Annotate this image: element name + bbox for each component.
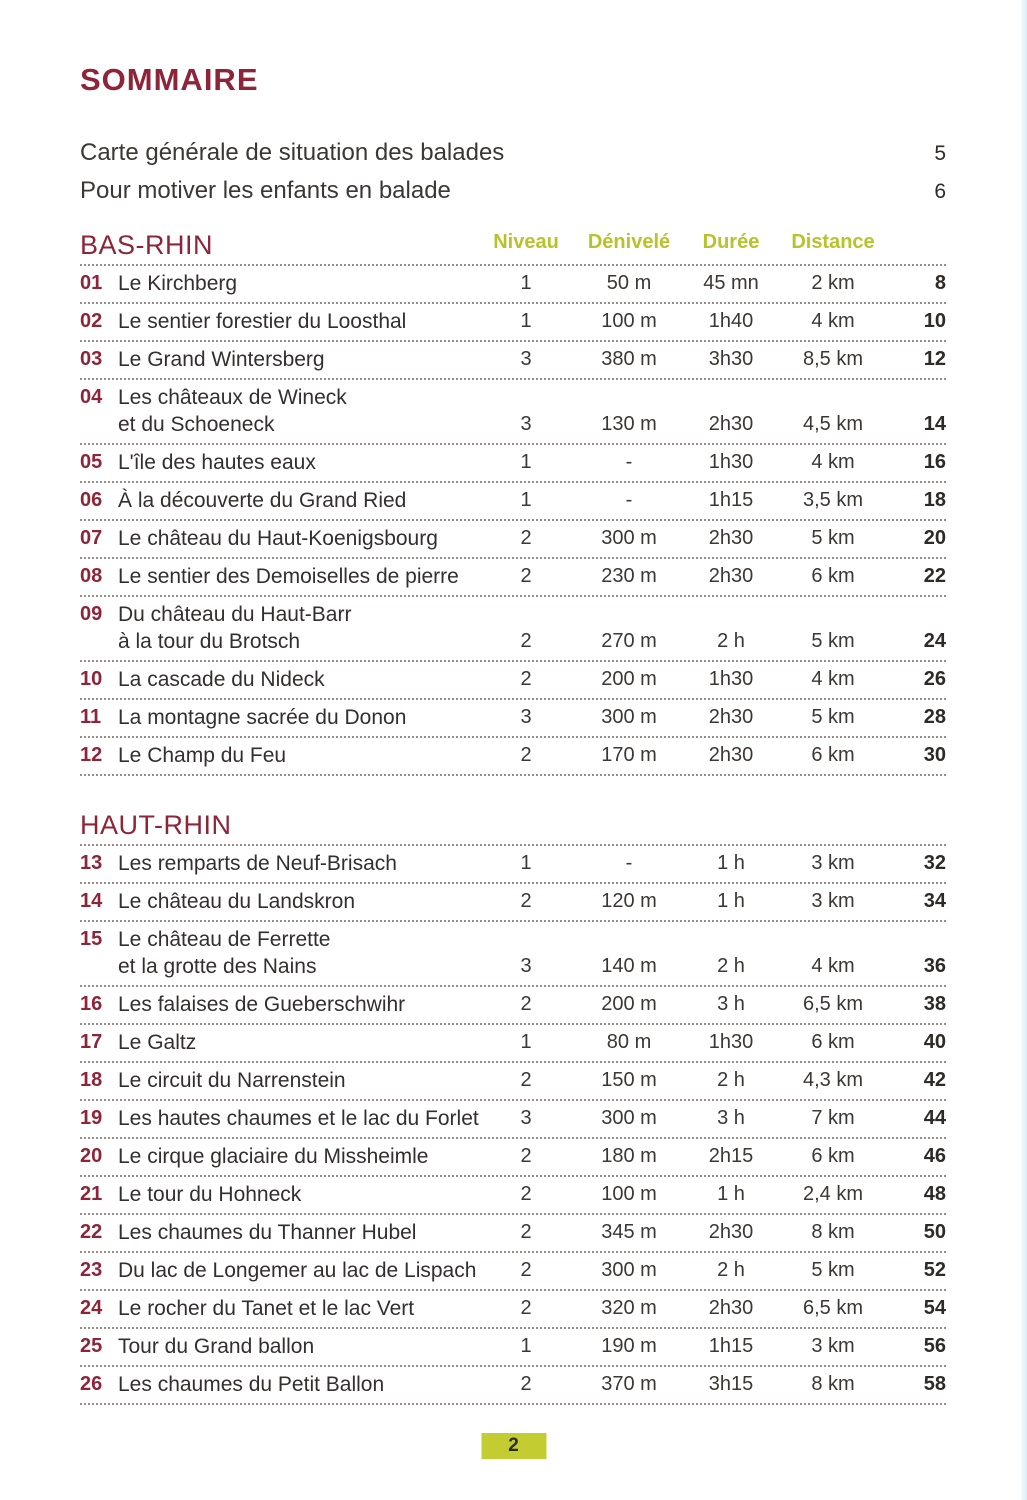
row-number: 13 [80,852,103,874]
section-header-haut-rhin [80,810,946,846]
row-value-niveau: 2 [520,993,532,1015]
row-value-duree: 1 h [717,890,745,912]
row-value-distance: 6 km [811,1031,855,1053]
toc-row [80,1291,946,1329]
row-value-duree: 2h30 [708,565,754,587]
row-value-duree: 1h30 [708,668,754,690]
row-value-distance: 6 km [811,1145,855,1167]
toc-row [80,521,946,559]
toc-row [80,922,946,987]
row-value-distance: 8 km [811,1221,855,1243]
row-value-duree: 2 h [717,1259,745,1281]
row-value-niveau: 2 [520,1069,532,1091]
row-title: Le sentier des Demoiselles de pierre [118,565,459,588]
row-title: Les hautes chaumes et le lac du Forlet [118,1107,479,1130]
page-content [80,0,946,1405]
toc-row [80,445,946,483]
row-title: Du lac de Longemer au lac de Lispach [118,1259,477,1282]
intro-item [80,134,946,172]
row-value-duree: 2 h [717,955,745,977]
row-number: 05 [80,451,103,473]
row-page-number: 8 [934,272,946,294]
row-value-denivele: 100 m [601,310,657,332]
intro-label: Carte générale de situation des balades [80,139,505,166]
row-value-distance: 6 km [811,565,855,587]
row-value-denivele: 100 m [601,1183,657,1205]
row-value-denivele: - [625,451,633,473]
toc-row [80,483,946,521]
row-value-distance: 7 km [811,1107,855,1129]
section-name: BAS-RHIN [80,230,214,260]
toc-row [80,1215,946,1253]
row-title: Le château de Ferrette et la grotte des Nains [118,928,331,978]
row-title: Tour du Grand ballon [118,1335,315,1358]
row-title: La cascade du Nideck [118,668,325,691]
toc-row [80,1329,946,1367]
toc-row [80,597,946,662]
page-scan-edge [1021,0,1027,1500]
row-value-niveau: 1 [520,1031,532,1053]
row-page-number: 38 [923,993,946,1015]
row-page-number: 52 [923,1259,946,1281]
row-value-niveau: 2 [520,744,532,766]
row-value-distance: 4 km [811,668,855,690]
row-page-number: 40 [923,1031,946,1053]
row-title: Les falaises de Gueberschwihr [118,993,406,1016]
row-page-number: 58 [923,1373,946,1395]
row-value-niveau: 1 [520,1335,532,1357]
row-number: 19 [80,1107,103,1129]
row-value-denivele: 300 m [601,706,657,728]
row-value-duree: 3h15 [708,1373,754,1395]
row-value-duree: 1h40 [708,310,754,332]
row-value-niveau: 2 [520,630,532,652]
row-value-niveau: 2 [520,668,532,690]
column-header-niveau: Niveau [493,231,559,253]
row-value-niveau: 2 [520,1259,532,1281]
toc-row [80,342,946,380]
row-number: 01 [80,272,103,294]
row-value-distance: 2 km [811,272,855,294]
section-name: HAUT-RHIN [80,810,232,840]
row-page-number: 26 [923,668,946,690]
row-value-distance: 6,5 km [802,1297,864,1319]
row-value-duree: 2 h [717,630,745,652]
row-page-number: 32 [923,852,946,874]
row-page-number: 22 [923,565,946,587]
row-page-number: 34 [923,890,946,912]
row-page-number: 12 [923,348,946,370]
row-number: 10 [80,668,103,690]
row-page-number: 54 [923,1297,946,1319]
row-page-number: 36 [923,955,946,977]
toc-row [80,266,946,304]
row-value-distance: 3,5 km [802,489,864,511]
row-value-distance: 6 km [811,744,855,766]
row-value-denivele: 150 m [601,1069,657,1091]
row-number: 22 [80,1221,103,1243]
row-value-niveau: 2 [520,1221,532,1243]
row-page-number: 50 [923,1221,946,1243]
row-value-denivele: 320 m [601,1297,657,1319]
row-title: Le Champ du Feu [118,744,287,767]
row-title: Le cirque glaciaire du Missheimle [118,1145,429,1168]
toc-row [80,846,946,884]
row-value-niveau: 2 [520,890,532,912]
row-title: Le tour du Hohneck [118,1183,302,1206]
row-page-number: 24 [923,630,946,652]
row-value-duree: 2h30 [708,1221,754,1243]
row-value-distance: 4 km [811,451,855,473]
row-value-duree: 45 mn [703,272,759,294]
row-title: Le Galtz [118,1031,197,1054]
row-page-number: 48 [923,1183,946,1205]
row-value-distance: 4 km [811,310,855,332]
row-number: 23 [80,1259,103,1281]
row-value-duree: 2h15 [708,1145,754,1167]
row-page-number: 30 [923,744,946,766]
row-value-denivele: 270 m [601,630,657,652]
row-value-distance: 4,3 km [802,1069,864,1091]
row-value-niveau: 3 [520,413,532,435]
toc-row [80,738,946,776]
row-value-niveau: 3 [520,706,532,728]
row-value-duree: 3 h [717,993,745,1015]
row-value-duree: 3h30 [708,348,754,370]
row-number: 25 [80,1335,103,1357]
toc-row [80,380,946,445]
row-value-distance: 5 km [811,1259,855,1281]
row-number: 04 [80,386,103,408]
row-value-denivele: 50 m [606,272,652,294]
row-value-denivele: 80 m [606,1031,652,1053]
row-value-denivele: 190 m [601,1335,657,1357]
row-value-niveau: 1 [520,489,532,511]
row-value-niveau: 2 [520,1183,532,1205]
row-page-number: 42 [923,1069,946,1091]
column-header-distance: Distance [791,231,875,253]
row-value-niveau: 2 [520,1373,532,1395]
row-page-number: 28 [923,706,946,728]
toc-row [80,559,946,597]
row-value-denivele: 300 m [601,1259,657,1281]
row-number: 03 [80,348,103,370]
row-page-number: 56 [923,1335,946,1357]
row-page-number: 44 [923,1107,946,1129]
row-value-denivele: 370 m [601,1373,657,1395]
row-value-denivele: 345 m [601,1221,657,1243]
row-number: 12 [80,744,103,766]
row-value-duree: 3 h [717,1107,745,1129]
row-value-denivele: - [625,852,633,874]
row-number: 21 [80,1183,103,1205]
row-title: L'île des hautes eaux [118,451,316,474]
row-page-number: 20 [923,527,946,549]
row-value-distance: 8 km [811,1373,855,1395]
row-value-duree: 1h15 [708,489,754,511]
row-page-number: 14 [923,413,946,435]
row-value-distance: 3 km [811,1335,855,1357]
footer-page-badge: 2 [481,1433,546,1459]
row-value-niveau: 1 [520,272,532,294]
row-page-number: 10 [923,310,946,332]
row-value-niveau: 2 [520,1297,532,1319]
toc-row [80,1177,946,1215]
row-value-denivele: 120 m [601,890,657,912]
row-title: Les châteaux de Wineck et du Schoeneck [118,386,347,436]
section-rows-bas-rhin [80,266,946,776]
row-title: Les chaumes du Thanner Hubel [118,1221,417,1244]
row-value-distance: 4 km [811,955,855,977]
row-value-denivele: 140 m [601,955,657,977]
row-value-duree: 1h30 [708,451,754,473]
row-value-denivele: 180 m [601,1145,657,1167]
row-value-distance: 2,4 km [802,1183,864,1205]
row-value-niveau: 3 [520,955,532,977]
intro-page-number: 5 [934,142,946,165]
row-number: 14 [80,890,103,912]
row-value-distance: 5 km [811,527,855,549]
row-number: 17 [80,1031,103,1053]
row-value-niveau: 3 [520,1107,532,1129]
row-value-distance: 8,5 km [802,348,864,370]
row-number: 08 [80,565,103,587]
row-number: 16 [80,993,103,1015]
row-value-duree: 2h30 [708,744,754,766]
row-value-duree: 2h30 [708,527,754,549]
toc-row [80,304,946,342]
toc-row [80,700,946,738]
row-number: 06 [80,489,103,511]
row-title: Le Kirchberg [118,272,238,295]
row-value-duree: 2h30 [708,706,754,728]
row-value-denivele: 300 m [601,1107,657,1129]
row-value-niveau: 2 [520,1145,532,1167]
row-value-duree: 1h15 [708,1335,754,1357]
row-title: Le Grand Wintersberg [118,348,325,371]
row-value-duree: 2h30 [708,413,754,435]
intro-label: Pour motiver les enfants en balade [80,177,451,204]
row-value-denivele: - [625,489,633,511]
toc-row [80,662,946,700]
row-title: Les remparts de Neuf-Brisach [118,852,397,875]
row-title: Le circuit du Narrenstein [118,1069,346,1092]
row-page-number: 46 [923,1145,946,1167]
row-value-niveau: 3 [520,348,532,370]
row-title: Le château du Landskron [118,890,356,913]
row-value-duree: 2h30 [708,1297,754,1319]
row-page-number: 18 [923,489,946,511]
row-value-denivele: 170 m [601,744,657,766]
row-value-niveau: 1 [520,310,532,332]
row-value-denivele: 380 m [601,348,657,370]
row-value-distance: 3 km [811,852,855,874]
row-value-niveau: 2 [520,565,532,587]
page-title: SOMMAIRE [80,62,259,97]
row-value-distance: 5 km [811,706,855,728]
toc-row [80,1063,946,1101]
row-title: Le sentier forestier du Loosthal [118,310,407,333]
row-title: À la découverte du Grand Ried [118,489,407,512]
row-number: 02 [80,310,103,332]
toc-row [80,987,946,1025]
row-value-denivele: 300 m [601,527,657,549]
section-rows-haut-rhin [80,846,946,1405]
row-title: Le rocher du Tanet et le lac Vert [118,1297,415,1320]
toc-row [80,1101,946,1139]
row-number: 11 [80,706,102,728]
row-value-denivele: 200 m [601,668,657,690]
row-number: 20 [80,1145,103,1167]
toc-row [80,1253,946,1291]
toc-row [80,1367,946,1405]
toc-table [80,230,946,1405]
row-title: Le château du Haut-Koenigsbourg [118,527,438,550]
row-value-distance: 4,5 km [802,413,864,435]
row-number: 09 [80,603,103,625]
section-header-bas-rhin [80,230,946,266]
row-value-niveau: 1 [520,451,532,473]
row-value-duree: 1 h [717,1183,745,1205]
row-title: Du château du Haut-Barr à la tour du Brotsch [118,603,352,653]
row-number: 24 [80,1297,103,1319]
row-value-distance: 5 km [811,630,855,652]
row-value-duree: 2 h [717,1069,745,1091]
row-value-duree: 1 h [717,852,745,874]
row-page-number: 16 [923,451,946,473]
row-value-denivele: 200 m [601,993,657,1015]
row-number: 15 [80,928,103,950]
row-number: 26 [80,1373,103,1395]
row-number: 07 [80,527,103,549]
column-header-duree: Durée [702,231,760,253]
column-header-denivele: Dénivelé [587,231,671,253]
row-title: Les chaumes du Petit Ballon [118,1373,385,1396]
row-title: La montagne sacrée du Donon [118,706,407,729]
toc-row [80,1139,946,1177]
row-value-distance: 3 km [811,890,855,912]
row-value-niveau: 1 [520,852,532,874]
row-value-distance: 6,5 km [802,993,864,1015]
row-value-denivele: 130 m [601,413,657,435]
row-value-denivele: 230 m [601,565,657,587]
row-value-niveau: 2 [520,527,532,549]
intro-page-number: 6 [934,180,946,203]
toc-row [80,1025,946,1063]
row-value-duree: 1h30 [708,1031,754,1053]
intro-list [80,134,946,210]
intro-item [80,172,946,210]
toc-row [80,884,946,922]
row-number: 18 [80,1069,103,1091]
